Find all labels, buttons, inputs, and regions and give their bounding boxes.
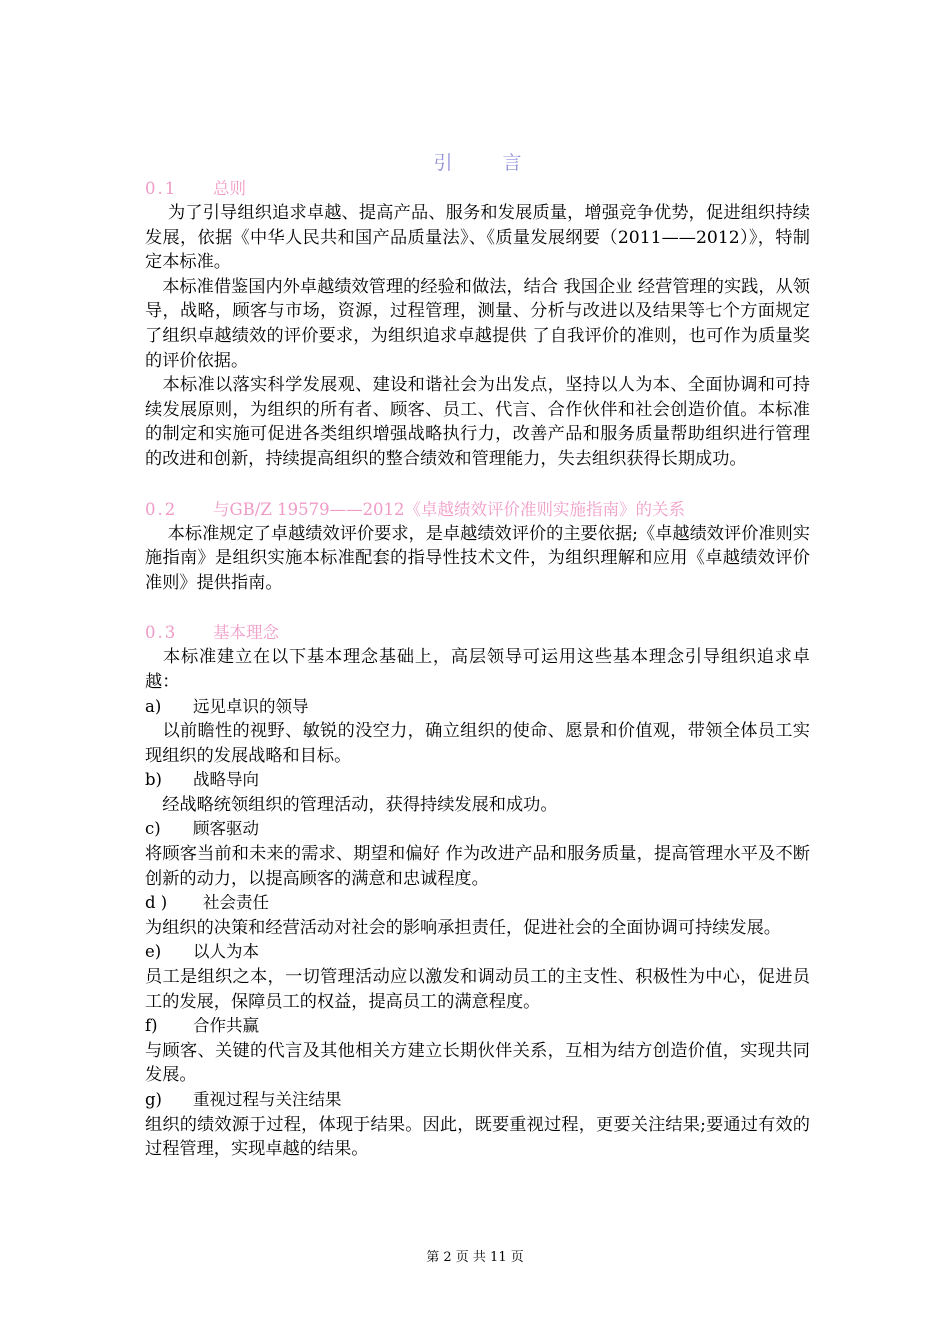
list-item-text: 为组织的决策和经营活动对社会的影响承担责任，促进社会的全面协调可持续发展。 [145, 917, 781, 938]
list-title: 以人为本 [193, 942, 259, 962]
page-footer: 第 2 页 共 11 页 [426, 1250, 524, 1265]
section-title: 与GB/Z 19579——2012《卓越绩效评价准则实施指南》的关系 [213, 499, 686, 519]
list-item-text: 与顾客、关键的代言及其他相关方建立长期伙伴关系，互相为结方创造价值，实现共同发展。 [145, 1040, 810, 1086]
list-title: 重视过程与关注结果 [193, 1090, 342, 1109]
list-title: 顾客驱动 [193, 819, 259, 839]
section-number: 0.3 [145, 623, 178, 643]
list-title: 合作共赢 [193, 1016, 259, 1036]
paragraph: 本标准以落实科学发展观、建设和谐社会为出发点，坚持以人为本、全面协调和可持续发展原则，为组织的所有者、顾客、员工、代言、合作伙伴和社会创造价值。本标准的制定和实施可促进各类组织增强战略执行力，改善产品和服务质量帮助组织进行管理的改进和创新，持续提高组织的整合绩效和管理能力，失去组织获得长期成功。 [145, 375, 810, 469]
list-label: f) [145, 1016, 158, 1036]
paragraph: 为了引导组织追求卓越、提高产品、服务和发展质量，增强竞争优势，促进组织持续发展，依据《中华人民共和国产品质量法》、《质量发展纲要（2011——2012）》，特制定本标准。 [145, 203, 810, 273]
list-title: 战略导向 [193, 770, 259, 790]
list-item-heading [145, 940, 810, 965]
page-title: 引 言 [433, 152, 544, 174]
list-item-heading [145, 1014, 810, 1039]
section-heading-concepts [145, 620, 810, 645]
list-label: e) [145, 942, 162, 962]
list-item-heading [145, 695, 810, 720]
list-item-heading [145, 817, 810, 842]
list-item-heading [145, 1088, 810, 1113]
section-title: 总则 [213, 179, 246, 198]
list-label: g) [145, 1090, 162, 1109]
section-number: 0.1 [145, 179, 178, 198]
list-label: d ) [145, 893, 168, 913]
list-item-text: 以前瞻性的视野、敏锐的没空力，确立组织的使命、愿景和价值观，带领全体员工实现组织的发展战略和目标。 [145, 721, 810, 766]
section-heading-relation [145, 497, 810, 522]
list-item-text: 员工是组织之本，一切管理活动应以激发和调动员工的主支性、积极性为中心，促进员工的发展，保障员工的权益，提高员工的满意程度。 [145, 967, 810, 1012]
section-title: 基本理念 [213, 623, 279, 643]
document-page [145, 150, 810, 1162]
list-item-text: 将顾客当前和未来的需求、期望和偏好 作为改进产品和服务质量，提高管理水平及不断创新的动力，以提高顾客的满意和忠诚程度。 [145, 844, 810, 889]
paragraph: 本标准借鉴国内外卓越绩效管理的经验和做法，结合 我国企业 经营管理的实践，从领导，战略，顾客与市场，资源，过程管理，测量、分析与改进以及结果等七个方面规定了组织卓越绩效的评价要求，为组织追求卓越提供 了自我评价的准则，也可作为质量奖的评价依据。 [145, 276, 810, 371]
list-label: c) [145, 819, 161, 839]
list-title: 社会责任 [203, 893, 269, 913]
section-heading-general [145, 176, 810, 201]
paragraph: 本标准建立在以下基本理念基础上，高层领导可运用这些基本理念引导组织追求卓越： [145, 647, 810, 692]
list-item-text: 组织的绩效源于过程，体现于结果。因此，既要重视过程，更要关注结果;要通过有效的过程管理，实现卓越的结果。 [145, 1114, 810, 1160]
list-item-heading [145, 891, 810, 916]
list-item-text: 经战略统领组织的管理活动，获得持续发展和成功。 [145, 794, 558, 815]
list-label: b) [145, 770, 162, 790]
list-title: 远见卓识的领导 [193, 696, 309, 716]
paragraph: 本标准规定了卓越绩效评价要求，是卓越绩效评价的主要依据;《卓越绩效评价准则实施指南》是组织实施本标准配套的指导性技术文件，为组织理解和应用《卓越绩效评价准则》提供指南。 [145, 523, 810, 593]
list-label: a) [145, 696, 162, 716]
section-number: 0.2 [145, 499, 178, 519]
list-item-heading [145, 768, 810, 793]
